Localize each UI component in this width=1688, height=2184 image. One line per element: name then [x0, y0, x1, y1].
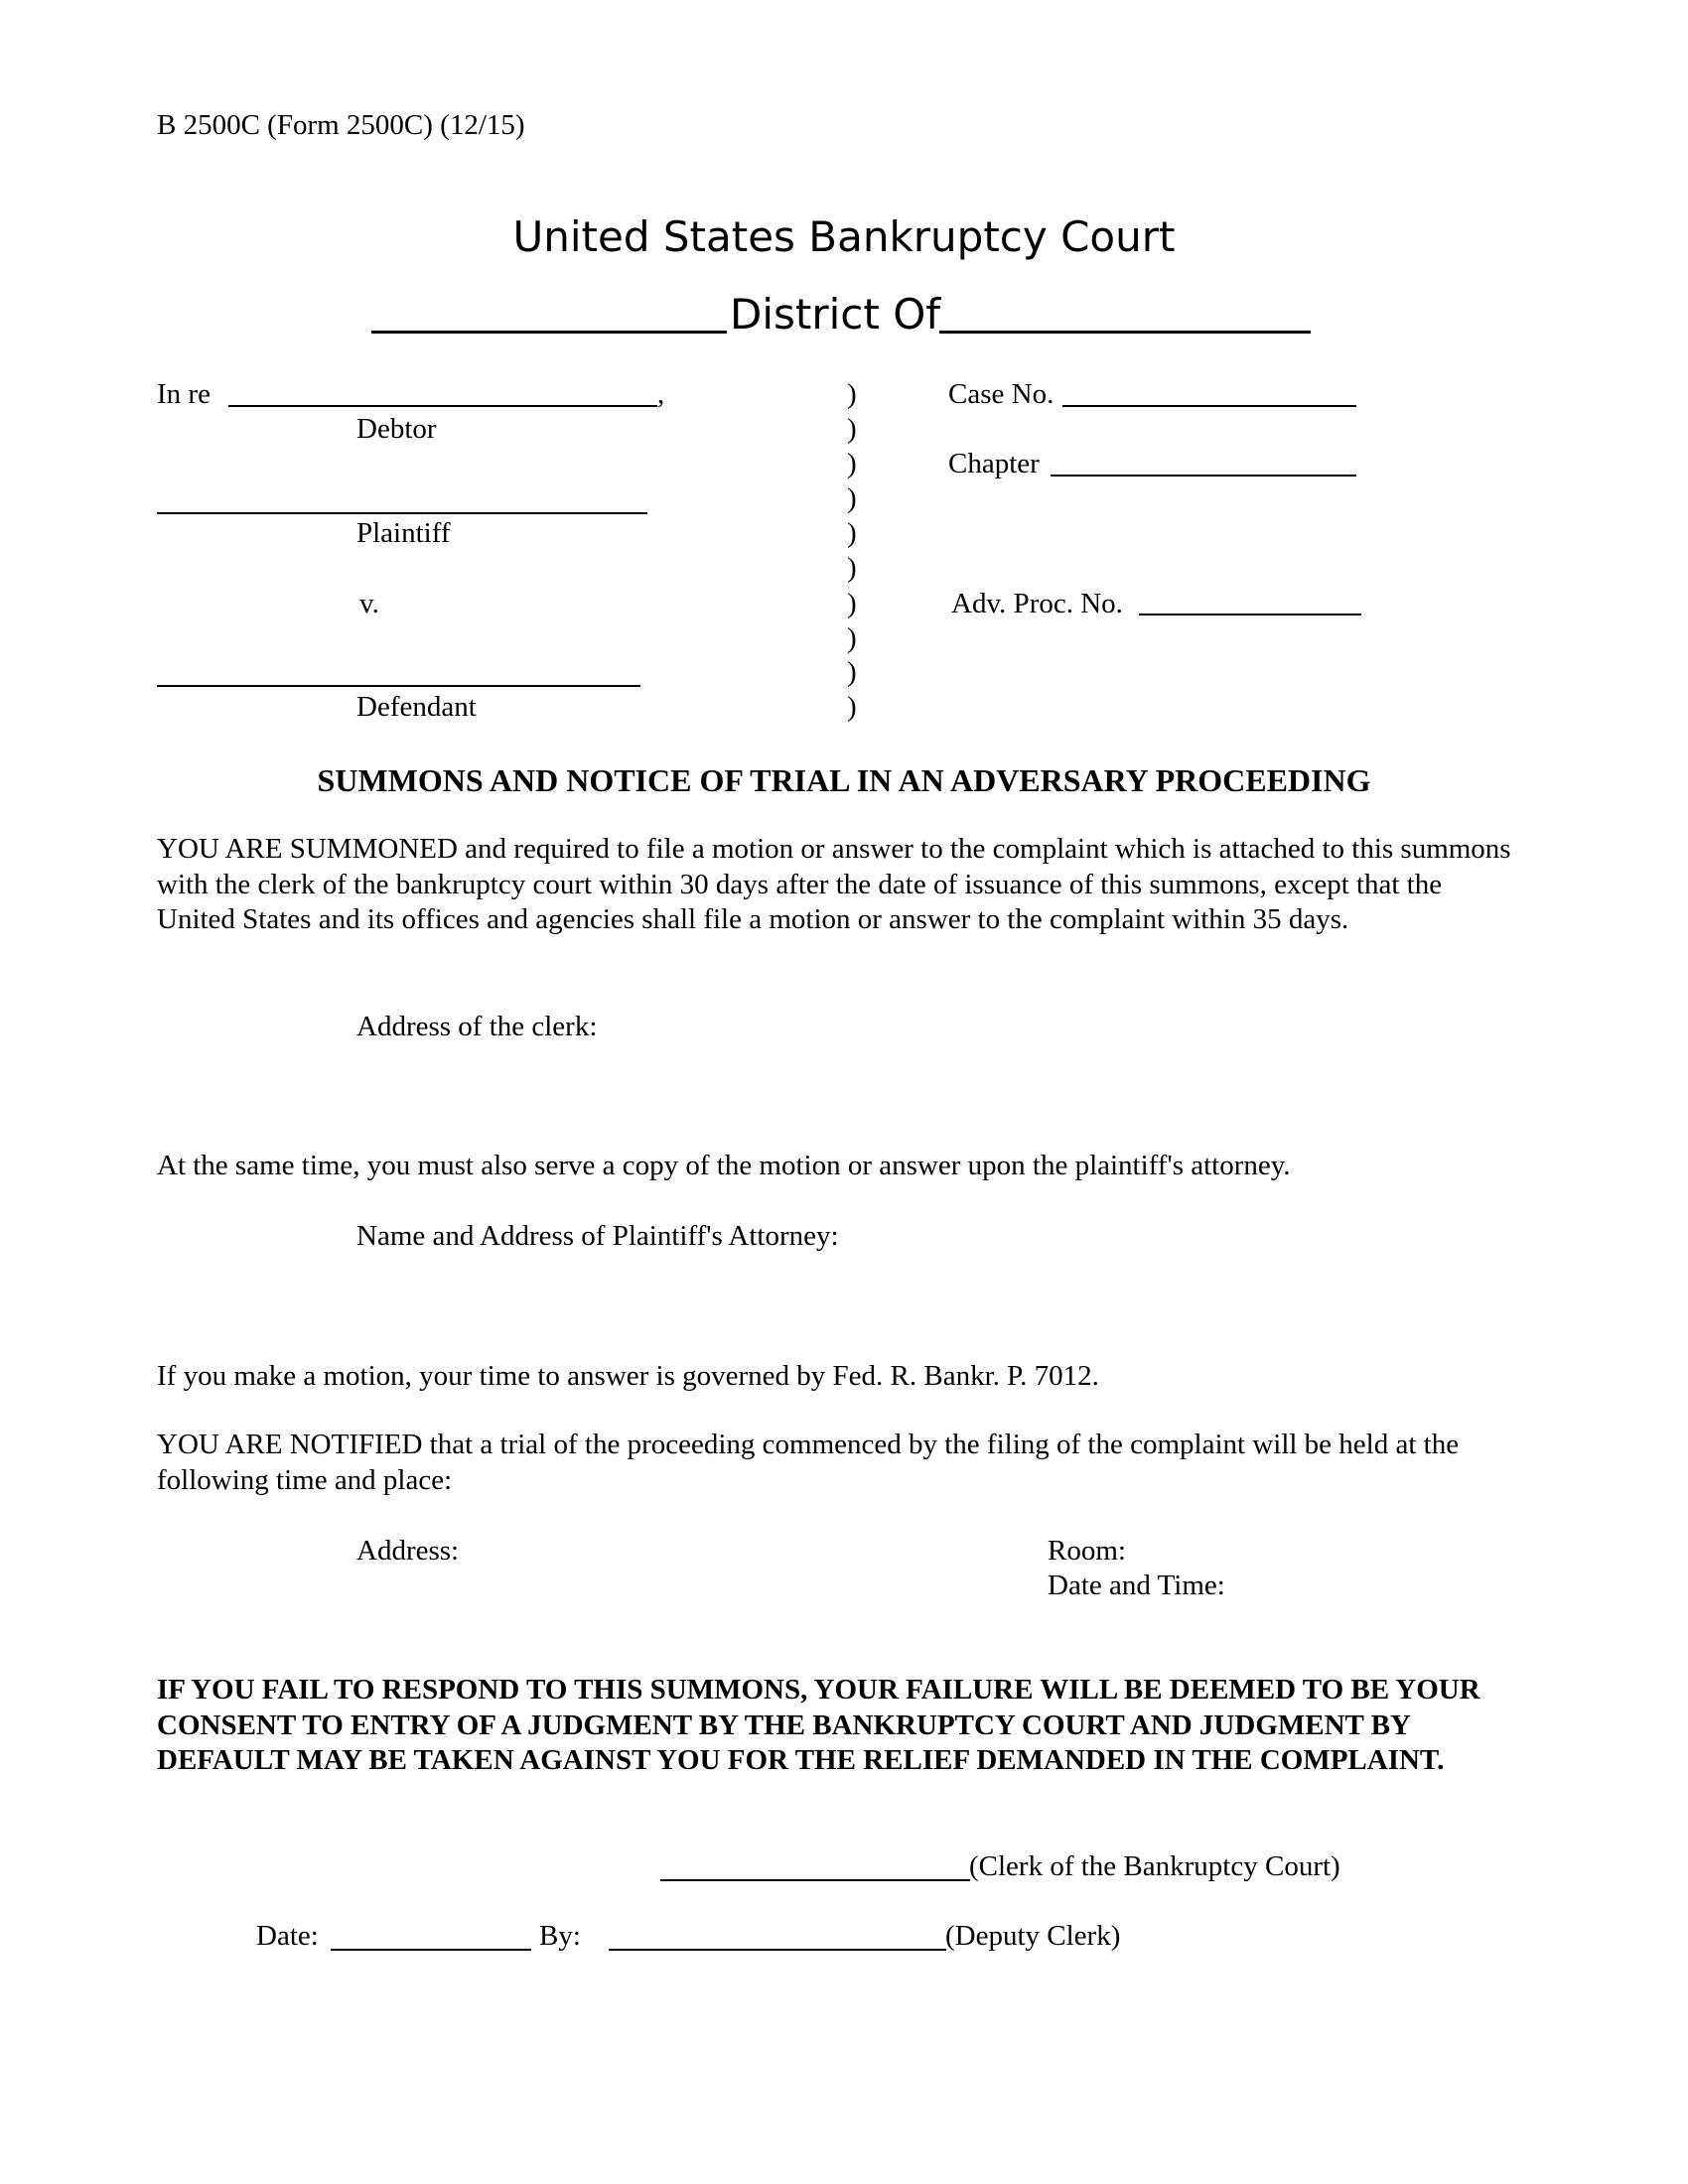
- form-id: B 2500C (Form 2500C) (12/15): [157, 109, 525, 141]
- caption-paren: ): [847, 622, 857, 654]
- clerk-signature-line[interactable]: [660, 1879, 970, 1881]
- caption-paren: ): [847, 448, 857, 479]
- date-line[interactable]: [331, 1949, 531, 1951]
- caption-paren: ): [847, 656, 857, 688]
- clerk-address-label: Address of the clerk:: [356, 1011, 598, 1042]
- caption-comma: ,: [657, 378, 665, 410]
- court-title: United States Bankruptcy Court: [512, 212, 1176, 261]
- debtor-label: Debtor: [356, 413, 437, 445]
- caption-paren: ): [847, 552, 857, 584]
- plaintiff-label: Plaintiff: [356, 517, 451, 549]
- district-state-line[interactable]: [939, 331, 1311, 334]
- case-no-label: Case No.: [948, 378, 1055, 410]
- district-name-line[interactable]: [371, 331, 727, 334]
- chapter-line[interactable]: [1051, 475, 1356, 477]
- trial-address-label: Address:: [356, 1535, 460, 1567]
- district-label: District Of: [730, 290, 941, 339]
- chapter-label: Chapter: [948, 448, 1040, 479]
- deputy-clerk-label: (Deputy Clerk): [945, 1920, 1121, 1952]
- summoned-paragraph: YOU ARE SUMMONED and required to file a motion or answer to the complaint which is attached to this summons with the clerk of the bankruptcy court within 30 days after the date of issuance of this summons, except that the United States and its offices and agencies shall file a motion or answer to the complaint within 35 days.: [157, 833, 1511, 935]
- in-re-label: In re: [157, 378, 211, 410]
- caption-paren: ): [847, 588, 857, 619]
- caption-paren: ): [847, 482, 857, 514]
- defendant-name-line[interactable]: [157, 685, 640, 687]
- trial-date-time-label: Date and Time:: [1048, 1570, 1225, 1601]
- caption-paren: ): [847, 517, 857, 549]
- debtor-name-line[interactable]: [228, 405, 657, 407]
- adv-proc-label: Adv. Proc. No.: [951, 588, 1123, 619]
- defendant-label: Defendant: [356, 691, 477, 723]
- caption-paren: ): [847, 691, 857, 723]
- by-label: By:: [539, 1920, 581, 1952]
- serve-copy-paragraph: At the same time, you must also serve a copy of the motion or answer upon the plaintiff's attorney.: [157, 1150, 1291, 1181]
- attorney-address-label: Name and Address of Plaintiff's Attorney:: [356, 1220, 839, 1252]
- versus-label: v.: [359, 588, 379, 619]
- case-no-line[interactable]: [1062, 405, 1356, 407]
- notified-paragraph: YOU ARE NOTIFIED that a trial of the proceeding commenced by the filing of the complaint will be held at the following time and place:: [157, 1429, 1460, 1496]
- motion-rule-paragraph: If you make a motion, your time to answer is governed by Fed. R. Bankr. P. 7012.: [157, 1360, 1099, 1392]
- summons-heading: SUMMONS AND NOTICE OF TRIAL IN AN ADVERSARY PROCEEDING: [317, 762, 1371, 798]
- failure-warning: IF YOU FAIL TO RESPOND TO THIS SUMMONS, YOUR FAILURE WILL BE DEEMED TO BE YOUR CONSENT TO ENTRY OF A JUDGMENT BY THE BANKRUPTCY COURT AND JUDGMENT BY DEFAULT MAY BE TAKEN AGAINST YOU FOR THE RELIEF DEMANDED IN THE COMPLAINT.: [157, 1674, 1480, 1776]
- clerk-signature-label: (Clerk of the Bankruptcy Court): [969, 1850, 1340, 1882]
- date-label: Date:: [256, 1920, 319, 1952]
- adv-proc-line[interactable]: [1139, 614, 1361, 615]
- plaintiff-name-line[interactable]: [157, 512, 647, 514]
- caption-paren: ): [847, 413, 857, 445]
- caption-paren: ): [847, 378, 857, 410]
- trial-room-label: Room:: [1048, 1535, 1126, 1567]
- deputy-signature-line[interactable]: [609, 1949, 946, 1951]
